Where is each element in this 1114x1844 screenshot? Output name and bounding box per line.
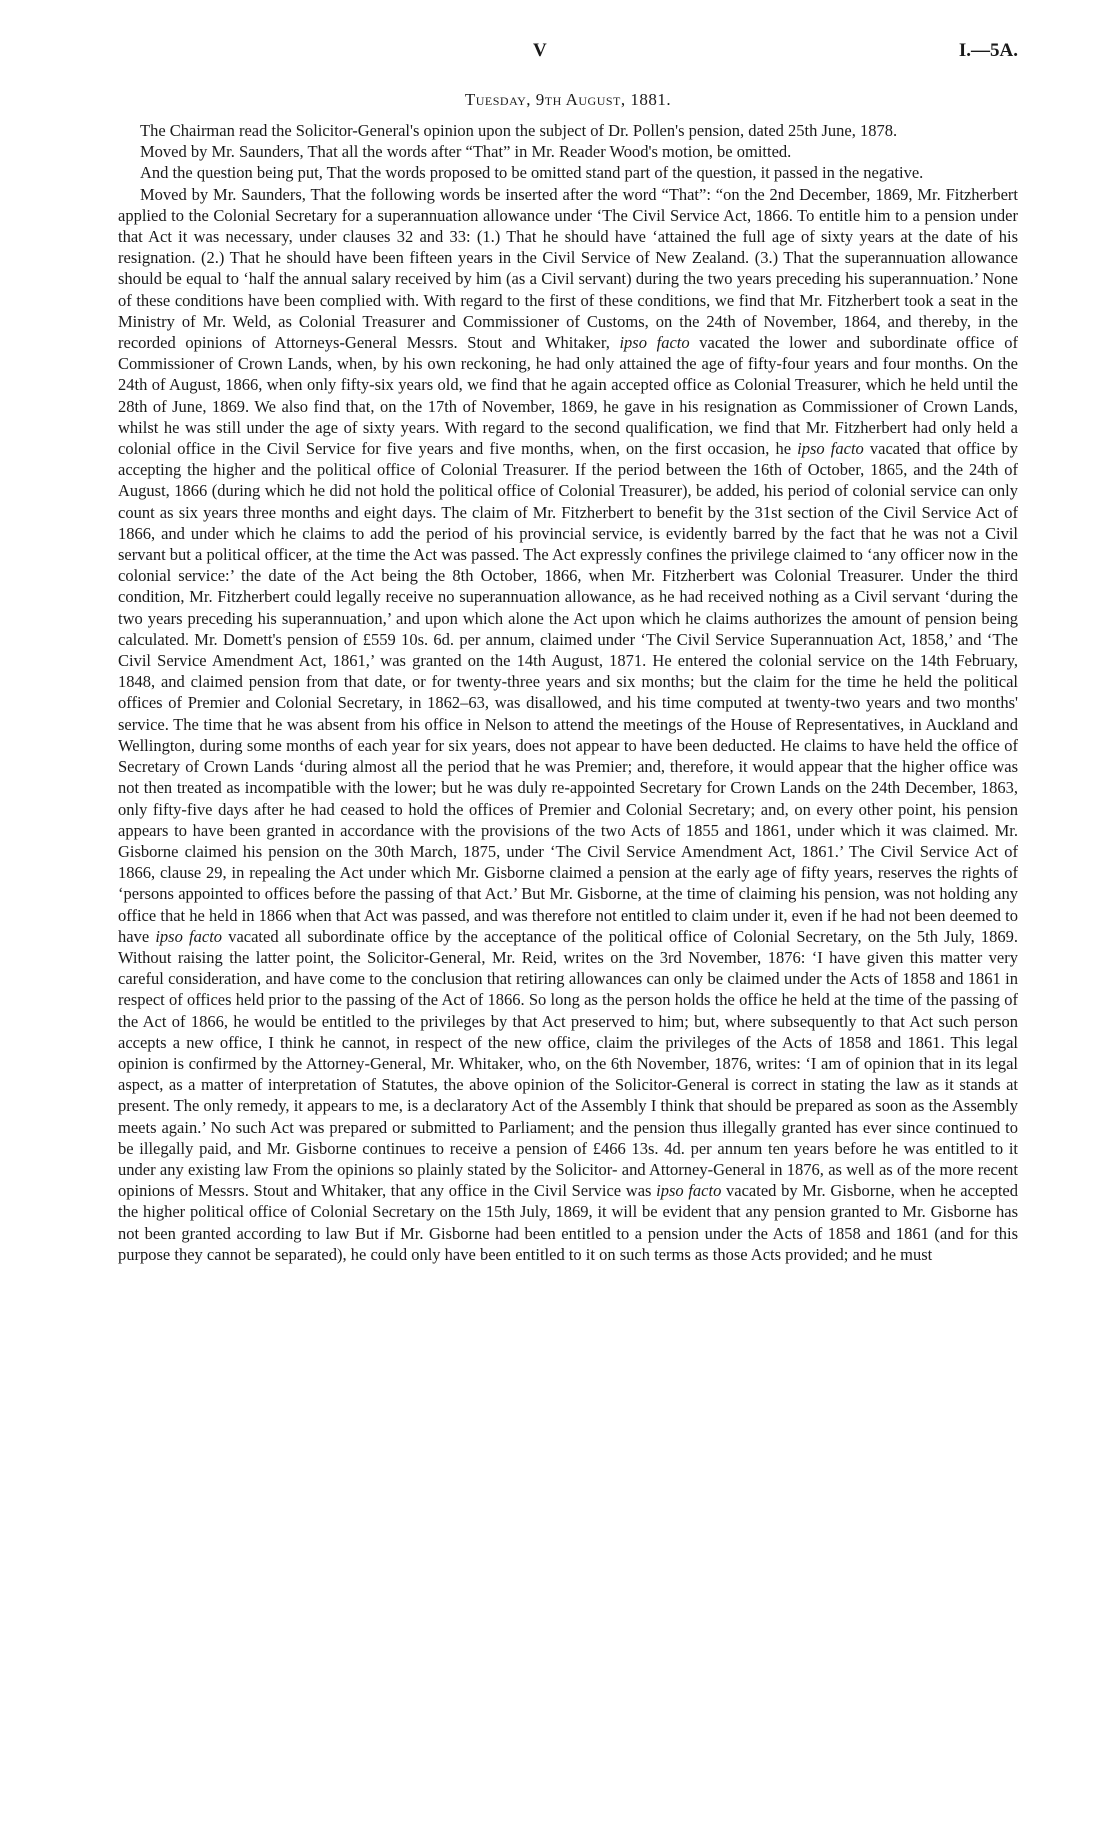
paper-reference: I.—5A. bbox=[958, 40, 1018, 61]
page-number: V bbox=[533, 40, 547, 61]
paragraph-chairman-read: The Chairman read the Solicitor-General's opinion upon the subject of Dr. Pollen's pension, dated 25th June, 1878. bbox=[140, 121, 898, 140]
latin-phrase: ipso facto bbox=[619, 333, 690, 353]
paragraph-question-negative: And the question being put, That the words proposed to be omitted stand part of the question, it passed in the negative. bbox=[140, 163, 924, 183]
latin-phrase: ipso facto bbox=[797, 439, 864, 459]
date-heading: Tuesday, 9th August, 1881. bbox=[464, 90, 672, 109]
paragraph-motion-omit: Moved by Mr. Saunders, That all the words after “That” in Mr. Reader Wood's motion, be omitted. bbox=[140, 142, 792, 162]
paragraph-motion-insert: Moved by Mr. Saunders, That the following words be inserted after the word “That”: “on the 2nd December, 1869, Mr. Fitzherbert applied to the Colonial Secretary for a superannuation allowance under ‘The Civil Service Act, 1866. To entitle him to a pension under that Act it was necessary, under clauses 32 and 33: (1.) That he should have ‘attained the full age of sixty years at the date of his resignation. (2.) That he should have been fifteen years in the Civil Service of New Zealand. (3.) That the superannuation allowance should be equal to ‘half the annual salary received by him (as a Civil servant) during the two years preceding his superannuation.’ None of these conditions have been complied with. With regard to the first of these conditions, we find that Mr. Fitzherbert took a seat in the Ministry of Mr. Weld, as Colonial Treasurer and Commissioner of Customs, on the 24th of November, 1864, and thereby, in the recorded opinions of Attorneys-General Messrs. Stout and Whitaker, ipso facto vacated the lower and subordinate office of Commissioner of Crown Lands, when, by his own reckoning, he had only attained the age of fifty-four years and four months. On the 24th of August, 1866, when only fifty-six years old, we find that he again accepted office as Colonial Treasurer, which he held until the 28th of June, 1869. We also find that, on the 17th of November, 1869, he gave in his resignation as Commissioner of Crown Lands, whilst he was still under the age of sixty years. With regard to the second qualification, we find that Mr. Fitzherbert had only held a colonial office in the Civil Service for five years and five months, when, on the first occasion, he ipso facto vacated that office by accepting the higher and the political office of Colonial Treasurer. If the period between the 16th of October, 1865, and the 24th of August, 1866 (during which he did not hold the political office of Colonial Treasurer), be added, his period of colonial service can only count as six years three months and eight days. The claim of Mr. Fitzherbert to benefit by the 31st section of the Civil Service Act of 1866, and under which he claims to add the period of his provincial service, is evidently barred by the fact that he was not a Civil servant but a political officer, at the time the Act was passed. The Act expressly confines the privilege claimed to ‘any officer now in the colonial service:’ the date of the Act being the 8th October, 1866, when Mr. Fitzherbert was Colonial Treasurer. Under the third condition, Mr. Fitzherbert could legally receive no superannuation allowance, as he had received nothing as a Civil servant ‘during the two years preceding his superannuation,’ and upon which alone the Act upon which he claims authorizes the amount of pension being calculated. Mr. Domett's pension of £559 10s. 6d. per annum, claimed under ‘The Civil Service Superannuation Act, 1858,’ and ‘The Civil Service Amendment Act, 1861,’ was granted on the 14th August, 1871. He entered the colonial service on the 14th February, 1848, and claimed pension from that date, or for twenty-three years and six months; but the claim for the time he held the political offices of Premier and Colonial Secretary, in 1862–63, was disallowed, and his time computed at twenty-two years and two months' service. The time that he was absent from his office in Nelson to attend the meetings of the House of Representatives, in Auckland and Wellington, during some months of each year for six years, does not appear to have been deducted. He claims to have held the office of Secretary of Crown Lands ‘during almost all the period that he was Premier; and, therefore, it would appear that the higher office was not then treated as incompatible with the lower; but he was duly re-appointed Secretary for Crown Lands on the 24th December, 1863, only fifty-five days after he had ceased to hold the offices of Premier and Colonial Secretary; and, on every other point, his pension appears to have been granted in accordance with the provisions of the two Acts of 1855 and 1861, under which it was claimed. Mr. Gisborne claimed his pension on the 30th March, 1875, under ‘The Civil Service Amendment Act, 1861.’ The Civil Service Act of 1866, clause 29, in repealing the Act under which Mr. Gisborne claimed a pension at the early age of fifty years, reserves the rights of ‘persons appointed to offices before the passing of that Act.’ But Mr. Gisborne, at the time of claiming his pension, was not holding any office that he held in 1866 when that Act was passed, and was therefore not entitled to claim under it, even if he had not been deemed to have ipso facto vacated all subordinate office by the acceptance of the political office of Colonial Secretary, on the 5th July, 1869. Without raising the latter point, the Solicitor-General, Mr. Reid, writes on the 3rd November, 1876: ‘I have given this matter very careful consideration, and have come to the conclusion that retiring allowances can only be claimed under the Acts of 1858 and 1861 in respect of offices held prior to the passing of the Act of 1866. So long as the person holds the office he held at the time of the passing of the Act of 1866, he would be entitled to the privileges by that Act preserved to him; but, where subsequently to that Act such person accepts a new office, I think he cannot, in respect of the new office, claim the privileges of the Acts of 1858 and 1861. This legal opinion is confirmed by the Attorney-General, Mr. Whitaker, who, on the 6th November, 1876, writes: ‘I am of opinion that in its legal aspect, as a matter of interpretation of Statutes, the above opinion of the Solicitor-General is correct in stating the law as it stands at present. The only remedy, it appears to me, is a declaratory Act of the Assembly I think that should be prepared as soon as the Assembly meets again.’ No such Act was prepared or submitted to Parliament; and the pension thus illegally granted has ever since continued to be illegally paid, and Mr. Gisborne continues to receive a pension of £466 13s. 4d. per annum ten years before he was entitled to it under any existing law From the opinions so plainly stated by the Solicitor- and Attorney-General in 1876, as well as of the more recent opinions of Messrs. Stout and Whitaker, that any office in the Civil Service was ipso facto vacated by Mr. Gisborne, when he accepted the higher political office of Colonial Secretary on the 15th July, 1869, it will be evident that any pension granted to Mr. Gisborne has not been granted according to law But if Mr. Gisborne had been entitled to a pension under the Acts of 1858 and 1861 (and for this purpose they cannot be separated), he could only have been entitled to it on such terms as those Acts provided; and he must bbox=[118, 184, 1019, 1264]
latin-phrase: ipso facto bbox=[656, 1181, 722, 1201]
latin-phrase: ipso facto bbox=[155, 926, 223, 946]
page-header bbox=[118, 40, 1018, 80]
document-page bbox=[118, 40, 1018, 1265]
